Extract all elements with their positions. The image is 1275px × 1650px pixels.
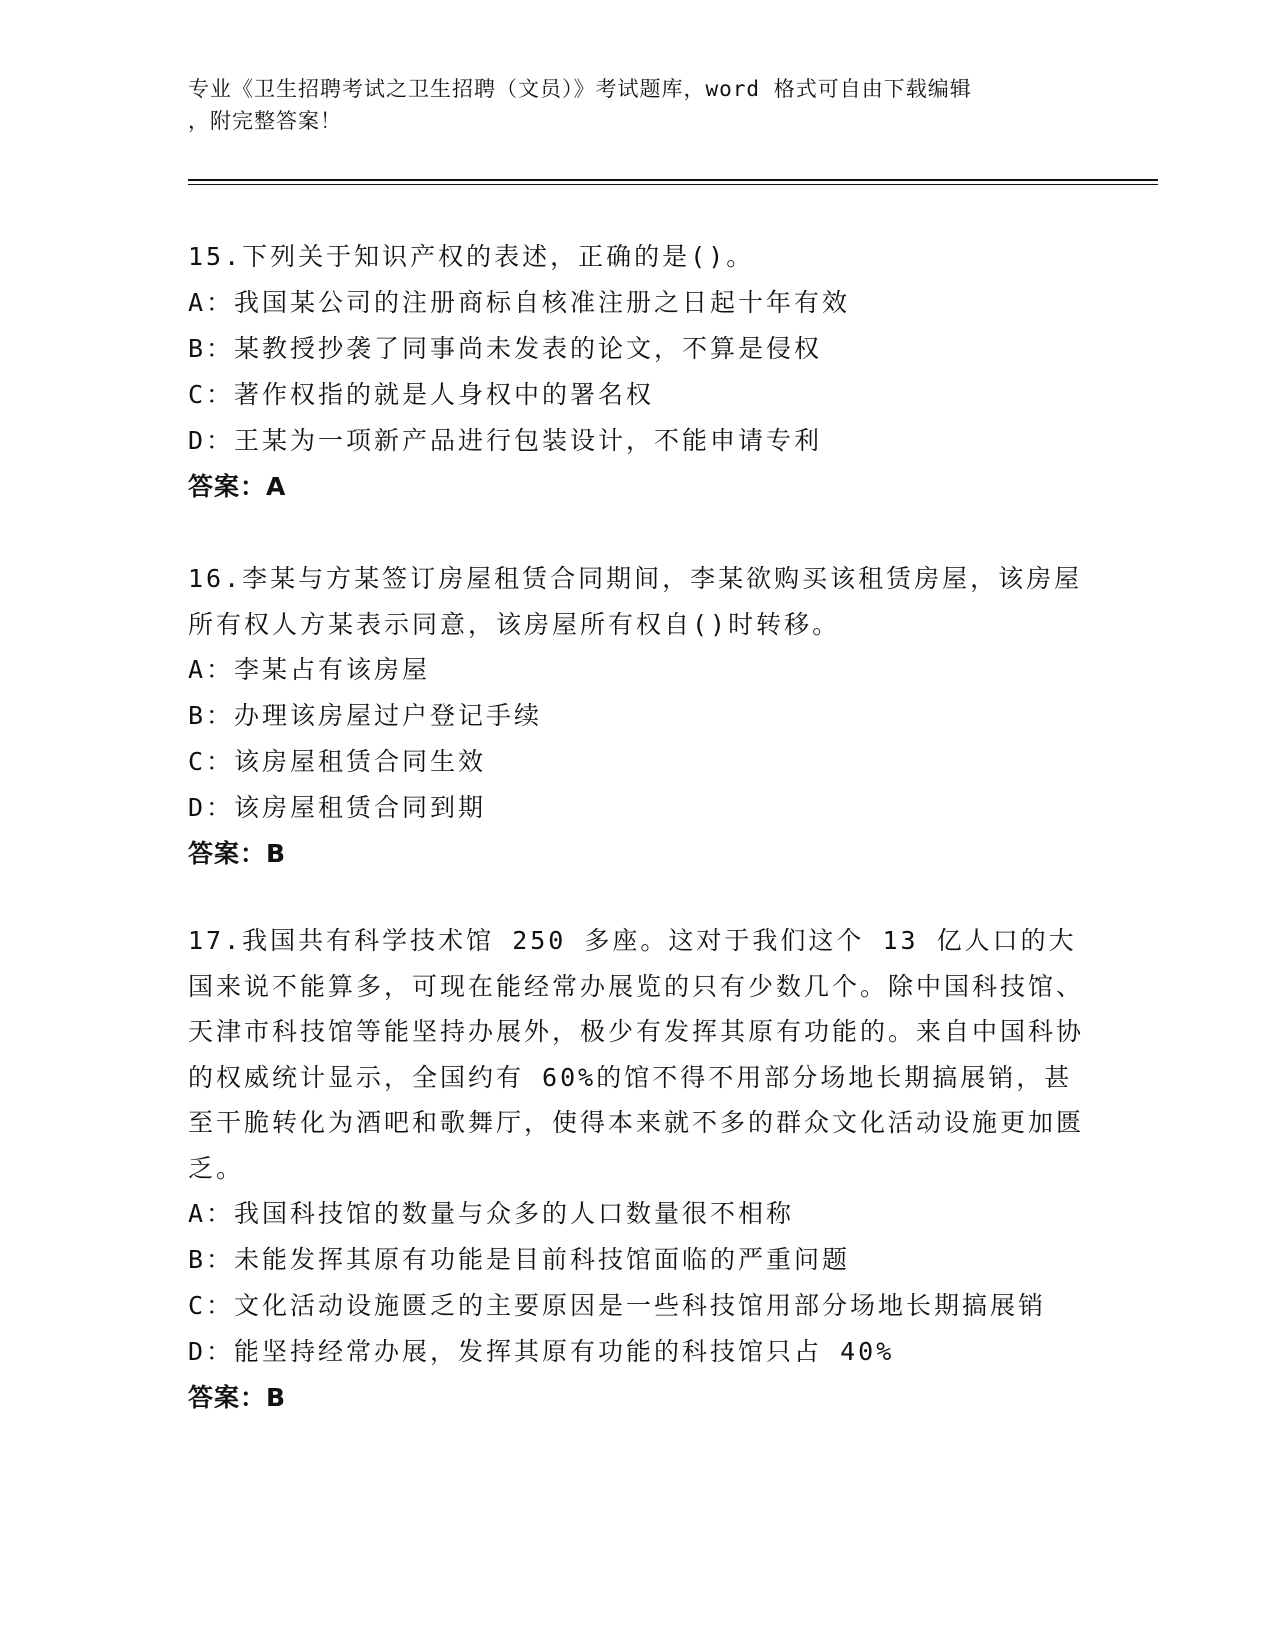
header-line-1: 专业《卫生招聘考试之卫生招聘（文员）》考试题库，word 格式可自由下载编辑 — [188, 77, 972, 101]
question-stem: 16.李某与方某签订房屋租赁合同期间，李某欲购买该租赁房屋，该房屋所有权人方某表示同意，该房屋所有权自()时转移。 — [188, 564, 1083, 639]
option-a: A：李某占有该房屋 — [188, 655, 431, 684]
option-a: A：我国某公司的注册商标自核准注册之日起十年有效 — [188, 287, 851, 317]
answer: 答案：B — [188, 839, 287, 868]
header-line-2: ，附完整答案！ — [188, 109, 342, 133]
option-b: B：某教授抄袭了同事尚未发表的论文，不算是侵权 — [188, 333, 823, 363]
answer: 答案：B — [188, 1383, 287, 1412]
header-divider-thin — [188, 184, 1158, 185]
option-d: D：能坚持经常办展，发挥其原有功能的科技馆只占 40% — [188, 1337, 895, 1366]
option-d: D：该房屋租赁合同到期 — [188, 793, 487, 822]
option-c: C：该房屋租赁合同生效 — [188, 747, 487, 776]
question-17 — [188, 918, 1088, 1421]
question-15 — [188, 234, 1088, 510]
document-header — [188, 73, 1068, 137]
option-c: C：著作权指的就是人身权中的署名权 — [188, 379, 655, 409]
option-b: B：办理该房屋过户登记手续 — [188, 701, 543, 730]
question-stem: 17.我国共有科学技术馆 250 多座。这对于我们这个 13 亿人口的大国来说不能算多，可现在能经常办展览的只有少数几个。除中国科技馆、天津市科技馆等能坚持办展外，极少有发挥其原有功能的。来自中国科协的权威统计显示，全国约有 60%的馆不得不用部分场地长期搞展销，甚至干脆转化为酒吧和歌舞厅，使得本来就不多的群众文化活动设施更加匮乏。 — [188, 926, 1085, 1183]
header-divider-thick — [188, 179, 1158, 181]
option-c: C：文化活动设施匮乏的主要原因是一些科技馆用部分场地长期搞展销 — [188, 1291, 1047, 1320]
answer: 答案：A — [188, 471, 287, 501]
option-d: D：王某为一项新产品进行包装设计，不能申请专利 — [188, 425, 823, 455]
question-stem: 15.下列关于知识产权的表述，正确的是()。 — [188, 242, 755, 271]
option-a: A：我国科技馆的数量与众多的人口数量很不相称 — [188, 1199, 795, 1228]
question-16 — [188, 556, 1088, 877]
option-b: B：未能发挥其原有功能是目前科技馆面临的严重问题 — [188, 1245, 851, 1274]
